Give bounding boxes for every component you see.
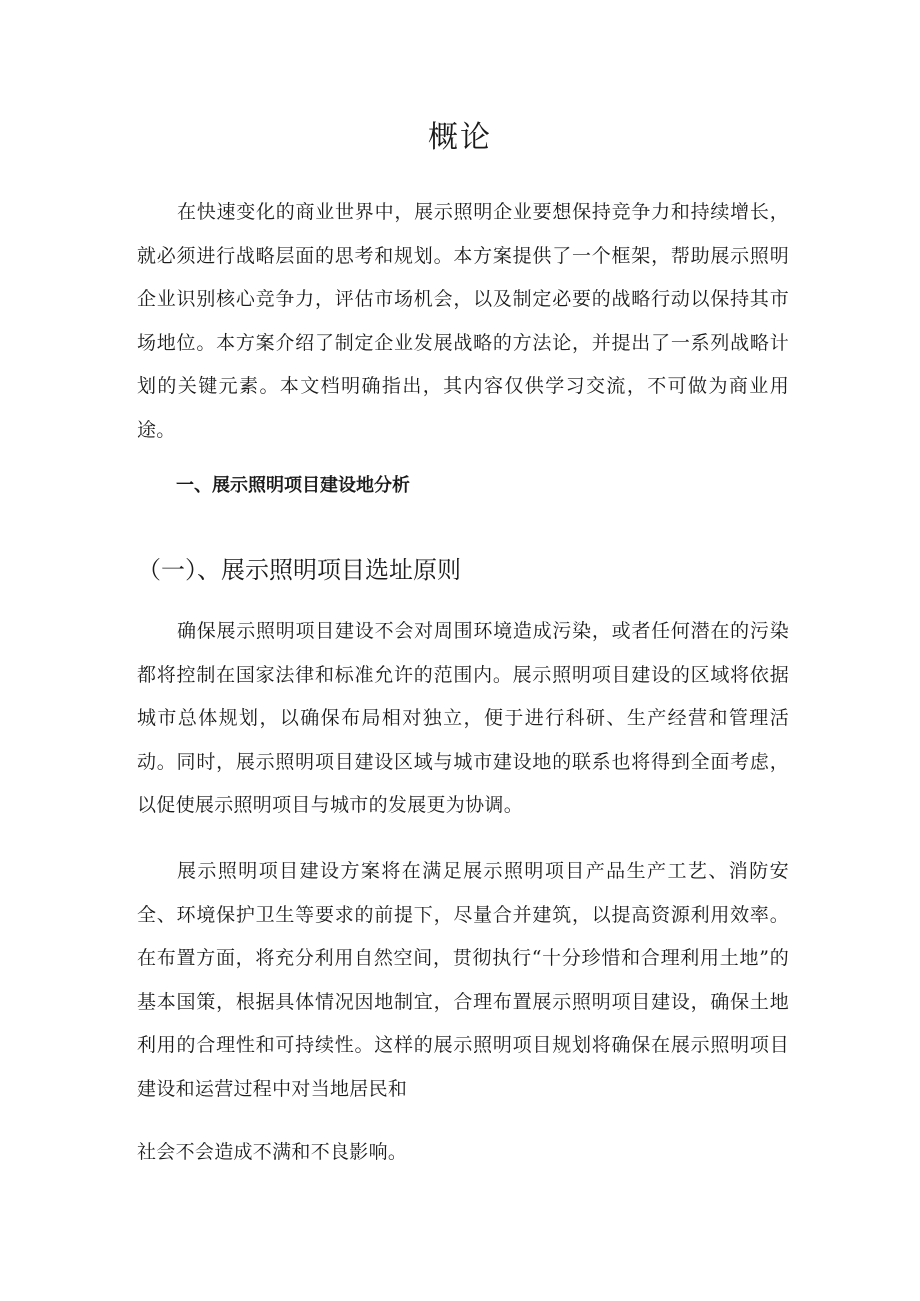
intro-paragraph: 在快速变化的商业世界中，展示照明企业要想保持竞争力和持续增长，就必须进行战略层面的思考和规划。本方案提供了一个框架，帮助展示照明企业识别核心竞争力，评估市场机会，以及制定必要的战略行动以保持其市场地位。本方案介绍了制定企业发展战略的方法论，并提出了一系列战略计划的关键元素。本文档明确指出，其内容仅供学习交流，不可做为商业用途。: [137, 201, 789, 441]
section-heading: 一、展示照明项目建设地分析: [176, 475, 410, 496]
body-paragraph-1: 确保展示照明项目建设不会对周围环境造成污染，或者任何潜在的污染都将控制在国家法律和标准允许的范围内。展示照明项目建设的区域将依据城市总体规划，以确保布局相对独立，便于进行科研、生产经营和管理活动。同时，展示照明项目建设区域与城市建设地的联系也将得到全面考虑，以促使展示照明项目与城市的发展更为协调。: [137, 620, 789, 817]
body-paragraph-2-continuation: 社会不会造成不满和不良影响。: [137, 1141, 408, 1163]
page-title: 概论: [428, 120, 492, 155]
subsection-heading: （一）、展示照明项目选址原则: [137, 556, 461, 584]
body-paragraph-2: 展示照明项目建设方案将在满足展示照明项目产品生产工艺、消防安全、环境保护卫生等要求的前提下，尽量合并建筑，以提高资源利用效率。在布置方面，将充分利用自然空间，贯彻执行“十分珍惜和合理利用土地”的基本国策，根据具体情况因地制宜，合理布置展示照明项目建设，确保土地利用的合理性和可持续性。这样的展示照明项目规划将确保在展示照明项目建设和运营过程中对当地居民和: [137, 860, 789, 1100]
